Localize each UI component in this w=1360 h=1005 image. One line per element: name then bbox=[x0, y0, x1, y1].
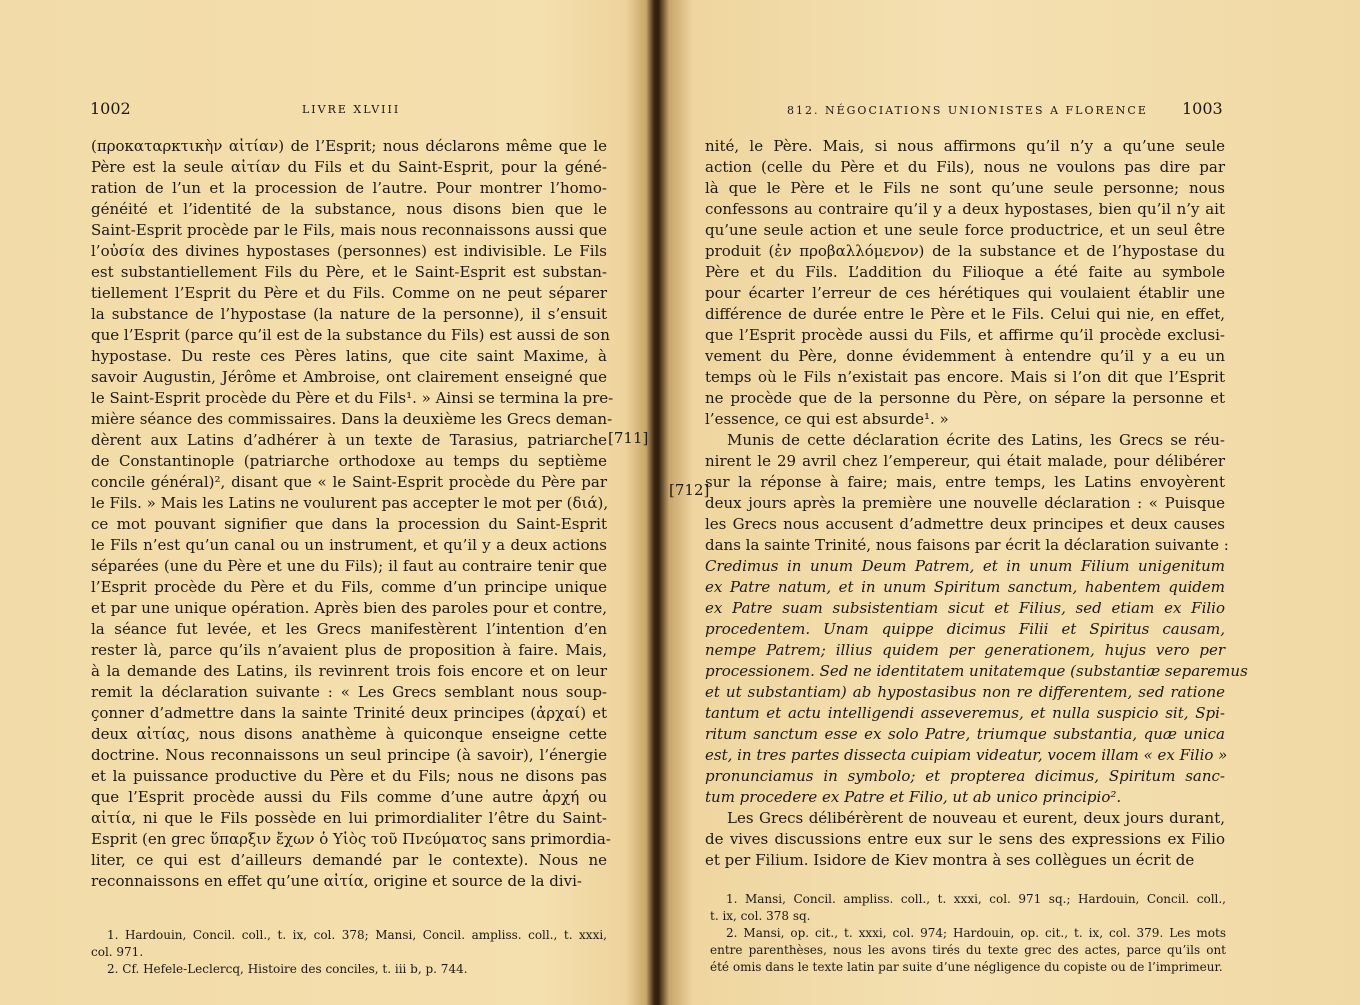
text-line: entre parenthèses, nous les avons tirés du texte grec des actes, parce qu’ils ont bbox=[710, 943, 1226, 957]
text-line: Père et du Fils. L’addition du Filioque a été faite au symbole bbox=[705, 263, 1225, 281]
text-line: là que le Père et le Fils ne sont qu’une seule personne; nous bbox=[705, 179, 1225, 197]
text-line: et par une unique opération. Après bien des paroles pour et contre, bbox=[91, 599, 607, 617]
text-line: l’Esprit procède du Père et du Fils, comme d’un principe unique bbox=[91, 578, 607, 596]
text-line: deux jours après la première une nouvelle déclaration : « Puisque bbox=[705, 494, 1225, 512]
text-line: concile général)², disant que « le Saint-Esprit procède du Père par bbox=[91, 473, 607, 491]
text-line: le Fils n’est qu’un canal ou un instrument, et qu’il y a deux actions bbox=[91, 536, 607, 554]
text-line: Munis de cette déclaration écrite des Latins, les Grecs se réu- bbox=[727, 431, 1225, 449]
text-line: Credimus in unum Deum Patrem, et in unum Filium unigenitum bbox=[705, 557, 1225, 575]
text-line: nempe Patrem; illius quidem per generationem, hujus vero per bbox=[705, 641, 1225, 659]
text-line: produit (ἐν προβαλλόμενον) de la substance et de l’hypostase du bbox=[705, 242, 1225, 260]
margin-note: [711] bbox=[608, 429, 649, 447]
text-line: de vives discussions entre eux sur le sens des expressions ex Filio bbox=[705, 830, 1225, 848]
text-line: dans la sainte Trinité, nous faisons par écrit la déclaration suivante : bbox=[705, 536, 1229, 554]
text-line: ritum sanctum esse ex solo Patre, triumque substantia, quæ unica bbox=[705, 725, 1225, 743]
text-line: à la demande des Latins, ils revinrent trois fois encore et on leur bbox=[91, 662, 607, 680]
text-line: 2. Cf. Hefele-Leclercq, Histoire des conciles, t. iii b, p. 744. bbox=[107, 962, 468, 976]
text-line: confessons au contraire qu’il y a deux hypostases, bien qu’il n’y ait bbox=[705, 200, 1225, 218]
right-body-text bbox=[705, 136, 1248, 871]
text-line: séparées (une du Père et une du Fils); il faut au contraire tenir que bbox=[91, 557, 607, 575]
text-line: la séance fut levée, et les Grecs manifestèrent l’intention d’en bbox=[91, 620, 607, 638]
left-body-text bbox=[91, 136, 614, 892]
text-line: l’οὐσία des divines hypostases (personnes) est indivisible. Le Fils bbox=[91, 242, 607, 260]
text-line: qu’une seule action et une seule force productrice, et un seul être bbox=[705, 221, 1225, 239]
text-line: pronunciamus in symbolo; et propterea dicimus, Spiritum sanc- bbox=[705, 767, 1225, 785]
text-line: Esprit (en grec ὕπαρξιν ἔχων ὁ Υἱὸς τοῦ Πνεύματος sans primordia- bbox=[91, 830, 611, 848]
right-page bbox=[657, 0, 1360, 1005]
text-line: différence de durée entre le Père et le Fils. Celui qui nie, en effet, bbox=[705, 305, 1225, 323]
text-line: 1. Mansi, Concil. ampliss. coll., t. xxxi, col. 971 sq.; Hardouin, Concil. coll., bbox=[726, 892, 1226, 906]
text-line: rester là, parce qu’ils n’avaient plus de proposition à faire. Mais, bbox=[91, 641, 607, 659]
text-line: temps où le Fils n’existait pas encore. Mais si l’on dit que l’Esprit bbox=[705, 368, 1225, 386]
left-footnotes bbox=[91, 927, 607, 978]
text-line: vement du Père, donne évidemment à entendre qu’il y a eu un bbox=[705, 347, 1225, 365]
text-line: Saint-Esprit procède par le Fils, mais nous reconnaissons aussi que bbox=[91, 221, 607, 239]
page-number: 1002 bbox=[90, 99, 131, 118]
text-line: 1. Hardouin, Concil. coll., t. ix, col. 378; Mansi, Concil. ampliss. coll., t. xxxi, bbox=[107, 928, 607, 942]
text-line: été omis dans le texte latin par suite d’une négligence du copiste ou de l’imprimeur. bbox=[710, 960, 1223, 974]
text-line: ration de l’un et la procession de l’autre. Pour montrer l’homo- bbox=[91, 179, 607, 197]
text-line: 2. Mansi, op. cit., t. xxxi, col. 974; Hardouin, op. cit., t. ix, col. 379. Les mots bbox=[726, 926, 1226, 940]
text-line: nité, le Père. Mais, si nous affirmons qu’il n’y a qu’une seule bbox=[705, 137, 1225, 155]
text-line: hypostase. Du reste ces Pères latins, que cite saint Maxime, à bbox=[91, 347, 607, 365]
text-line: l’essence, ce qui est absurde¹. » bbox=[705, 410, 949, 428]
page-number: 1003 bbox=[1182, 99, 1223, 118]
text-line: dèrent aux Latins d’adhérer à un texte de Tarasius, patriarche bbox=[91, 431, 607, 449]
text-line: tiellement l’Esprit du Père et du Fils. Comme on ne peut séparer bbox=[91, 284, 607, 302]
text-line: liter, ce qui est d’ailleurs demandé par le contexte). Nous ne bbox=[91, 851, 607, 869]
text-line: doctrine. Nous reconnaissons un seul principe (à savoir), l’énergie bbox=[91, 746, 607, 764]
text-line: processionem. Sed ne identitatem unitatemque (substantiæ separemus bbox=[705, 662, 1248, 680]
text-line: αἰτία, ni que le Fils possède en lui primordialiter l’être du Saint- bbox=[91, 809, 607, 827]
text-line: mière séance des commissaires. Dans la deuxième les Grecs deman- bbox=[91, 410, 613, 428]
text-line: t. ix, col. 378 sq. bbox=[710, 909, 811, 923]
text-line: action (celle du Père et du Fils), nous ne voulons pas dire par bbox=[705, 158, 1225, 176]
text-line: procedentem. Unam quippe dicimus Filii et Spiritus causam, bbox=[705, 620, 1225, 638]
margin-note: [712] bbox=[669, 481, 710, 499]
text-line: le Saint-Esprit procède du Père et du Fils¹. » Ainsi se termina la pre- bbox=[91, 389, 614, 407]
text-line: ex Patre natum, et in unum Spiritum sanctum, habentem quidem bbox=[705, 578, 1225, 596]
text-line: ce mot pouvant signifier que dans la procession du Saint-Esprit bbox=[91, 515, 607, 533]
text-line: pour écarter l’erreur de ces hérétiques qui voulaient établir une bbox=[705, 284, 1225, 302]
text-line: et per Filium. Isidore de Kiev montra à ses collègues un écrit de bbox=[705, 851, 1195, 869]
text-line: ne procède que de la personne du Père, on sépare la personne et bbox=[705, 389, 1225, 407]
text-line: Les Grecs délibérèrent de nouveau et eurent, deux jours durant, bbox=[727, 809, 1225, 827]
text-line: (προκαταρκτικὴν αἰτίαν) de l’Esprit; nous déclarons même que le bbox=[91, 137, 607, 155]
text-line: et la puissance productive du Père et du Fils; nous ne disons pas bbox=[91, 767, 607, 785]
text-line: deux αἰτίας, nous disons anathème à quiconque enseigne cette bbox=[91, 725, 607, 743]
text-line: reconnaissons en effet qu’une αἰτία, origine et source de la divi- bbox=[91, 872, 582, 890]
text-line: que l’Esprit procède aussi du Fils, et affirme qu’il procède exclusi- bbox=[705, 326, 1225, 344]
text-line: nirent le 29 avril chez l’empereur, qui était malade, pour délibérer bbox=[705, 452, 1225, 470]
text-line: de Constantinople (patriarche orthodoxe au temps du septième bbox=[91, 452, 607, 470]
text-line: remit la déclaration suivante : « Les Grecs semblant nous soup- bbox=[91, 683, 607, 701]
text-line: la substance de l’hypostase (la nature de la personne), il s’ensuit bbox=[91, 305, 607, 323]
text-line: généité et l’identité de la substance, nous disons bien que le bbox=[91, 200, 607, 218]
text-line: sur la réponse à faire; mais, entre temps, les Latins envoyèrent bbox=[705, 473, 1225, 491]
text-line: tantum et actu intelligendi asseveremus, et nulla suspicio sit, Spi- bbox=[705, 704, 1225, 722]
right-footnotes bbox=[710, 891, 1226, 976]
text-line: que l’Esprit procède aussi du Fils comme d’une autre ἀρχή ou bbox=[91, 788, 607, 806]
text-line: le Fils. » Mais les Latins ne voulurent pas accepter le mot per (διά), bbox=[91, 494, 609, 512]
text-line: est substantiellement Fils du Père, et le Saint-Esprit est substan- bbox=[91, 263, 607, 281]
running-head: 812. NÉGOCIATIONS UNIONISTES A FLORENCE bbox=[787, 104, 1148, 117]
text-line: que l’Esprit (parce qu’il est de la substance du Fils) est aussi de son bbox=[91, 326, 610, 344]
text-line: çonner d’admettre dans la sainte Trinité deux principes (ἀρχαί) et bbox=[91, 704, 607, 722]
text-line: Père est la seule αἰτίαν du Fils et du Saint-Esprit, pour la géné- bbox=[91, 158, 607, 176]
text-line: col. 971. bbox=[91, 945, 144, 959]
text-line: et ut substantiam) ab hypostasibus non re differentem, sed ratione bbox=[705, 683, 1225, 701]
running-head: LIVRE XLVIII bbox=[302, 103, 401, 116]
text-line: tum procedere ex Patre et Filio, ut ab unico principio². bbox=[705, 788, 1122, 806]
text-line: savoir Augustin, Jérôme et Ambroise, ont clairement enseigné que bbox=[91, 368, 607, 386]
left-page bbox=[0, 0, 650, 1005]
text-line: est, in tres partes dissecta cuipiam videatur, vocem illam « ex Filio » bbox=[705, 746, 1228, 764]
text-line: ex Patre suam subsistentiam sicut et Filius, sed etiam ex Filio bbox=[705, 599, 1225, 617]
text-line: les Grecs nous accusent d’admettre deux principes et deux causes bbox=[705, 515, 1225, 533]
